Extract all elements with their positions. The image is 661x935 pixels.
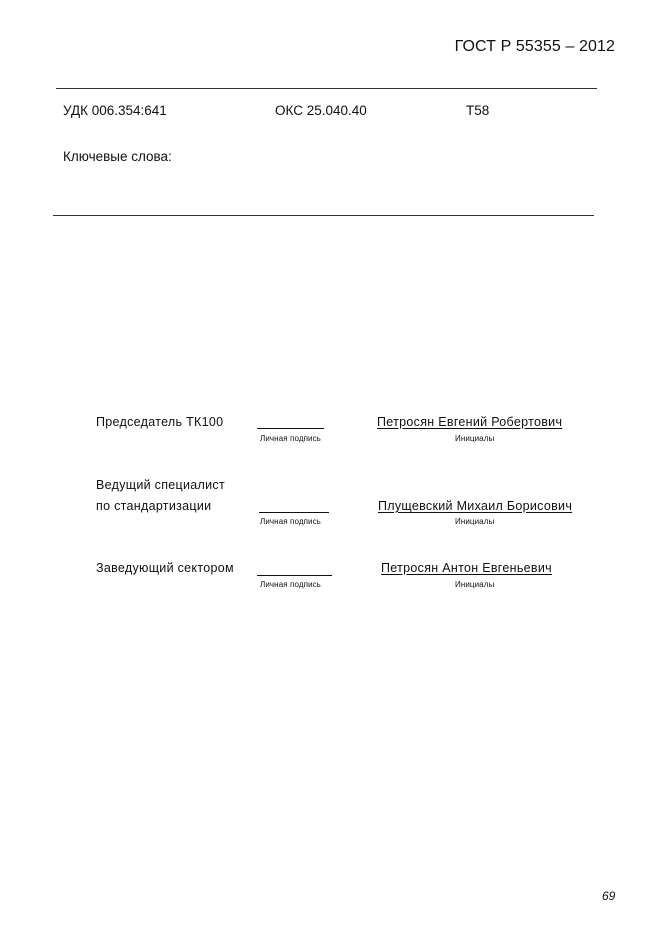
signer-name: Петросян Антон Евгеньевич — [381, 561, 552, 575]
role-label-line2: по стандартизации — [96, 499, 212, 513]
t-code: Т58 — [466, 103, 490, 118]
signature-line — [257, 575, 332, 576]
signature-caption: Личная подпись — [260, 517, 321, 526]
signature-caption: Личная подпись — [260, 434, 321, 443]
top-divider — [56, 88, 597, 89]
keywords-label: Ключевые слова: — [63, 149, 172, 164]
initials-caption: Инициалы — [455, 580, 495, 589]
bottom-divider — [53, 215, 594, 216]
role-label: Председатель ТК100 — [96, 415, 224, 429]
signature-line — [259, 512, 329, 513]
standard-code: ГОСТ Р 55355 – 2012 — [454, 38, 615, 55]
signer-name: Плущевский Михаил Борисович — [378, 499, 573, 513]
role-label: Ведущий специалист — [96, 478, 225, 492]
signer-name: Петросян Евгений Робертович — [377, 415, 563, 429]
initials-caption: Инициалы — [455, 434, 495, 443]
oks-code: ОКС 25.040.40 — [275, 103, 367, 118]
signature-caption: Личная подпись — [260, 580, 321, 589]
udk-code: УДК 006.354:641 — [63, 103, 167, 118]
initials-caption: Инициалы — [455, 517, 495, 526]
page-number: 69 — [602, 889, 616, 903]
signature-line — [257, 428, 324, 429]
role-label: Заведующий сектором — [96, 561, 234, 575]
